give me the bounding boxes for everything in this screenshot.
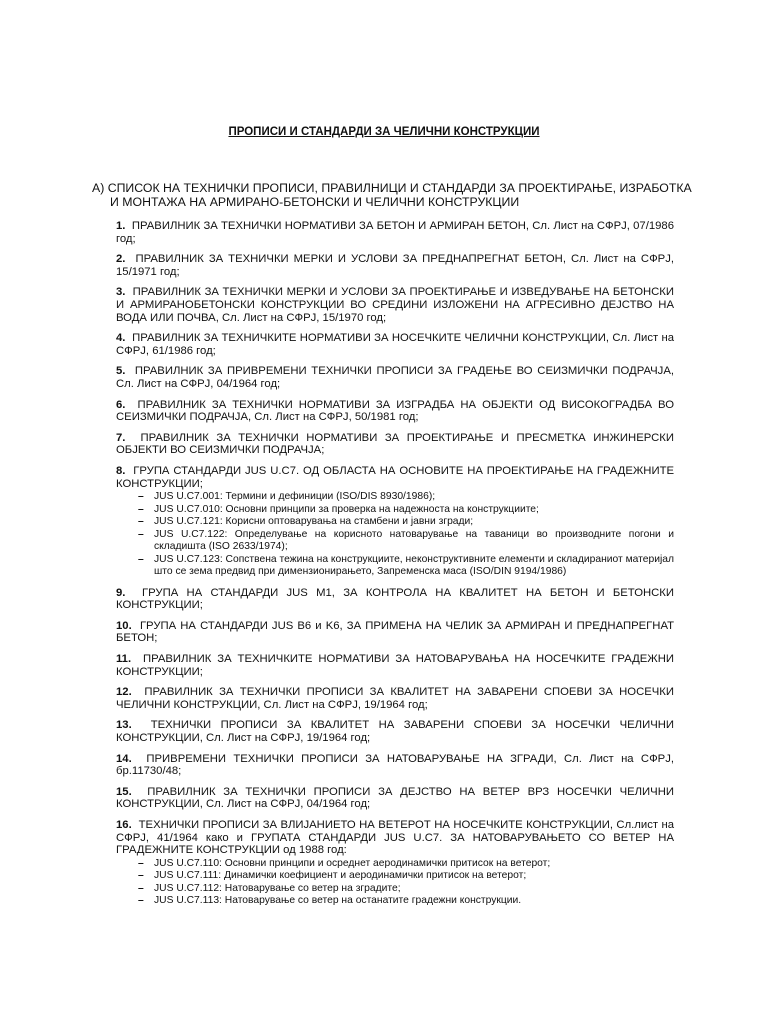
- item-text: ПРАВИЛНИК ЗА ТЕХНИЧКИ МЕРКИ И УСЛОВИ ЗА ПРЕДНАПРЕГНАТ БЕТОН, Сл. Лист на СФРЈ, 15/1971 год;: [116, 253, 675, 278]
- standard-entry: [138, 882, 674, 896]
- item-number-dot: .: [122, 464, 126, 477]
- regulations-list: [116, 220, 674, 916]
- item-text: ГРУПА НА СТАНДАРДИ JUS M1, ЗА КОНТРОЛА НА КВАЛИТЕТ НА БЕТОН И БЕТОНСКИ КОНСТРУКЦИИ;: [116, 586, 675, 612]
- dash-bullet-icon: –: [138, 882, 144, 894]
- standard-entry: [138, 503, 674, 517]
- item-number: 2: [116, 253, 123, 266]
- item-text: ПРАВИЛНИК ЗА ТЕХНИЧКИ НОРМАТИВИ ЗА ИЗГРАДБА НА ОБЈЕКТИ ОД ВИСОКОГРАДБА ВО СЕИЗМИЧКИ ПОДРАЧЈА, Сл. Лист на СФРЈ, 50/1981 год;: [116, 398, 674, 424]
- item-text: ПРАВИЛНИК ЗА ТЕХНИЧКИ ПРОПИСИ ЗА ДЕЈСТВО НА ВЕТЕР ВРЗ НОСЕЧКИ ЧЕЛИЧНИ КОНСТРУКЦИИ, Сл. Лист на СФРЈ, 04/1964 год;: [116, 785, 674, 811]
- item-number: 16: [116, 818, 129, 831]
- item-number-dot: .: [128, 785, 132, 798]
- dash-bullet-icon: –: [138, 895, 144, 907]
- item-number: 7: [116, 431, 123, 444]
- dash-bullet-icon: –: [138, 503, 144, 515]
- item-number: 12: [116, 686, 129, 699]
- standard-entry: [138, 528, 674, 554]
- standard-text: JUS U.C7.121: Корисни оптоварувања на стамбени и јавни згради;: [154, 516, 474, 528]
- item-text: ПРИВРЕМЕНИ ТЕХНИЧКИ ПРОПИСИ ЗА НАТОВАРУВАЊЕ НА ЗГРАДИ, Сл. Лист на СФРЈ, бр.11730/48;: [116, 752, 674, 778]
- item-number: 15: [116, 785, 129, 798]
- item-text: ПРАВИЛНИК ЗА ТЕХНИЧКИ ПРОПИСИ ЗА КВАЛИТЕТ НА ЗАВАРЕНИ СПОЕВИ ЗА НОСЕЧКИ ЧЕЛИЧНИ КОНСТРУКЦИИ, Сл. Лист на СФРЈ, 19/1964 год;: [116, 686, 675, 711]
- section-heading: А) СПИСОК НА ТЕХНИЧКИ ПРОПИСИ, ПРАВИЛНИЦИ И СТАНДАРДИ ЗА ПРОЕКТИРАЊЕ, ИЗРАБОТКА И МОНТАЖА НА АРМИРАНО-БЕТОНСКИ И ЧЕЛИЧНИ КОНСТРУКЦИИ: [92, 181, 692, 209]
- item-number: 8: [116, 464, 123, 477]
- regulation-item: [116, 653, 674, 678]
- regulation-item: [116, 286, 674, 324]
- standards-sublist: [116, 858, 674, 908]
- regulation-item: [116, 620, 674, 645]
- item-number-dot: .: [122, 332, 126, 345]
- regulation-item: [116, 253, 674, 278]
- item-number: 3: [116, 286, 123, 299]
- item-number-dot: .: [122, 431, 126, 444]
- standard-text: JUS U.C7.113: Натоварување со ветер на останатите градежни конструкции.: [154, 895, 522, 907]
- dash-bullet-icon: –: [138, 870, 144, 882]
- standard-text: JUS U.C7.122: Определување на корисното натоварување на таваници во производните погони и складишта (ISO 2633/1974);: [154, 528, 674, 553]
- dash-bullet-icon: –: [138, 553, 144, 565]
- standard-entry: [138, 491, 674, 504]
- standards-sublist: [116, 491, 674, 579]
- item-number-dot: .: [128, 619, 132, 632]
- item-number-dot: .: [122, 586, 126, 599]
- standard-text: JUS U.C7.110: Основни принципи и осреднет аеродинамички притисок на ветерот;: [154, 857, 551, 869]
- dash-bullet-icon: –: [138, 516, 144, 528]
- item-number: 14: [116, 752, 129, 765]
- item-number-dot: .: [122, 253, 126, 266]
- item-number: 4: [116, 332, 123, 345]
- standard-text: JUS U.C7.123: Сопствена тежина на конструкциите, неконструктивните елементи и складираниот материјал што се зема предвид при димензионирањето, Запременска маса (ISO/DIN 9194/1986): [154, 553, 674, 578]
- regulation-item: [116, 753, 674, 778]
- item-text: ПРАВИЛНИК ЗА ПРИВРЕМЕНИ ТЕХНИЧКИ ПРОПИСИ ЗА ГРАДЕЊЕ ВО СЕИЗМИЧКИ ПОДРАЧЈА, Сл. Лист на СФРЈ, 04/1964 год;: [116, 365, 674, 390]
- standard-text: JUS U.C7.001: Термини и дефиниции (ISO/DIS 8930/1986);: [154, 491, 436, 503]
- item-text: ТЕХНИЧКИ ПРОПИСИ ЗА КВАЛИТЕТ НА ЗАВАРЕНИ СПОЕВИ ЗА НОСЕЧКИ ЧЕЛИЧНИ КОНСТРУКЦИИ, Сл. Лист на СФРЈ, 19/1964 год;: [116, 719, 675, 744]
- dash-bullet-icon: –: [138, 491, 144, 503]
- regulation-item: [116, 465, 674, 579]
- standard-entry: [138, 553, 674, 579]
- item-number-dot: .: [128, 686, 132, 699]
- regulation-item: [116, 786, 674, 811]
- dash-bullet-icon: –: [138, 528, 144, 540]
- standard-entry: [138, 870, 674, 883]
- item-text: ТЕХНИЧКИ ПРОПИСИ ЗА ВЛИЈАНИЕТО НА ВЕТЕРОТ НА НОСЕЧКИТЕ КОНСТРУКЦИИ, Сл.лист на СФРЈ, 41/1964 како и ГРУПАТА СТАНДАРДИ JUS U.C7. ЗА НАТОВАРУВАЊЕТО СО ВЕТЕР НА ГРАДЕЖНИТЕ КОНСТРУКЦИИ од 1988 год:: [116, 818, 675, 857]
- regulation-item: [116, 719, 674, 744]
- item-number-dot: .: [122, 365, 126, 378]
- regulation-item: [116, 686, 674, 711]
- item-number-dot: .: [128, 752, 132, 765]
- standard-text: JUS U.C7.112: Натоварување со ветер на зградите;: [154, 882, 401, 894]
- standard-entry: [138, 516, 674, 529]
- regulation-item: [116, 220, 674, 245]
- item-number-dot: .: [128, 719, 132, 732]
- item-text: ГРУПА СТАНДАРДИ JUS U.C7. ОД ОБЛАСТА НА ОСНОВИТЕ НА ПРОЕКТИРАЊЕ НА ГРАДЕЖНИТЕ КОНСТРУКЦИИ;: [116, 464, 674, 490]
- standard-entry: [138, 857, 674, 871]
- standard-entry: [138, 895, 674, 908]
- regulation-item: [116, 587, 674, 612]
- item-number: 10: [116, 619, 129, 632]
- item-number: 5: [116, 365, 123, 378]
- page-title: ПРОПИСИ И СТАНДАРДИ ЗА ЧЕЛИЧНИ КОНСТРУКЦИИ: [228, 126, 540, 138]
- item-text: ПРАВИЛНИК ЗА ТЕХНИЧКИТЕ НОРМАТИВИ ЗА НОСЕЧКИТЕ ЧЕЛИЧНИ КОНСТРУКЦИИ, Сл. Лист на СФРЈ, 61/1986 год;: [116, 332, 675, 357]
- standard-text: JUS U.C7.111: Динамички коефициент и аеродинамички притисок на ветерот;: [154, 870, 527, 882]
- item-number: 9: [116, 586, 123, 599]
- item-number: 1: [116, 220, 123, 232]
- item-number-dot: .: [122, 220, 126, 232]
- item-number-dot: .: [127, 652, 132, 665]
- item-text: ГРУПА НА СТАНДАРДИ JUS B6 и K6, ЗА ПРИМЕНА НА ЧЕЛИК ЗА АРМИРАН И ПРЕДНАПРЕГНАТ БЕТОН;: [116, 619, 674, 645]
- item-number-dot: .: [122, 398, 126, 411]
- regulation-item: [116, 819, 674, 908]
- item-number: 6: [116, 398, 123, 411]
- standard-text: JUS U.C7.010: Основни принципи за проверка на надежноста на конструкциите;: [154, 503, 539, 515]
- regulation-item: [116, 399, 674, 424]
- item-number: 11: [116, 652, 128, 665]
- item-number: 13: [116, 719, 129, 732]
- regulation-item: [116, 432, 674, 457]
- regulation-item: [116, 365, 674, 390]
- item-number-dot: .: [128, 818, 132, 831]
- dash-bullet-icon: –: [138, 857, 144, 869]
- regulation-item: [116, 332, 674, 357]
- item-text: ПРАВИЛНИК ЗА ТЕХНИЧКИТЕ НОРМАТИВИ ЗА НАТОВАРУВАЊА НА НОСЕЧКИТЕ ГРАДЕЖНИ КОНСТРУКЦИИ;: [116, 652, 674, 678]
- item-text: ПРАВИЛНИК ЗА ТЕХНИЧКИ МЕРКИ И УСЛОВИ ЗА ПРОЕКТИРАЊЕ И ИЗВЕДУВАЊЕ НА БЕТОНСКИ И АРМИРАНОБЕТОНСКИ КОНСТРУКЦИИ ВО СРЕДИНИ ИЗЛОЖЕНИ НА АГРЕСИВНО ДЕЈСТВО НА ВОДА ИЛИ ПОЧВА, Сл. Лист на СФРЈ, 15/1970 год;: [116, 286, 675, 324]
- item-number-dot: .: [122, 286, 126, 299]
- item-text: ПРАВИЛНИК ЗА ТЕХНИЧКИ НОРМАТИВИ ЗА ПРОЕКТИРАЊЕ И ПРЕСМЕТКА ИНЖИНЕРСКИ ОБЈЕКТИ ВО СЕИЗМИЧКИ ПОДРАЧЈА;: [116, 431, 674, 457]
- item-text: ПРАВИЛНИК ЗА ТЕХНИЧКИ НОРМАТИВИ ЗА БЕТОН И АРМИРАН БЕТОН, Сл. Лист на СФРЈ, 07/1986 год;: [116, 220, 674, 245]
